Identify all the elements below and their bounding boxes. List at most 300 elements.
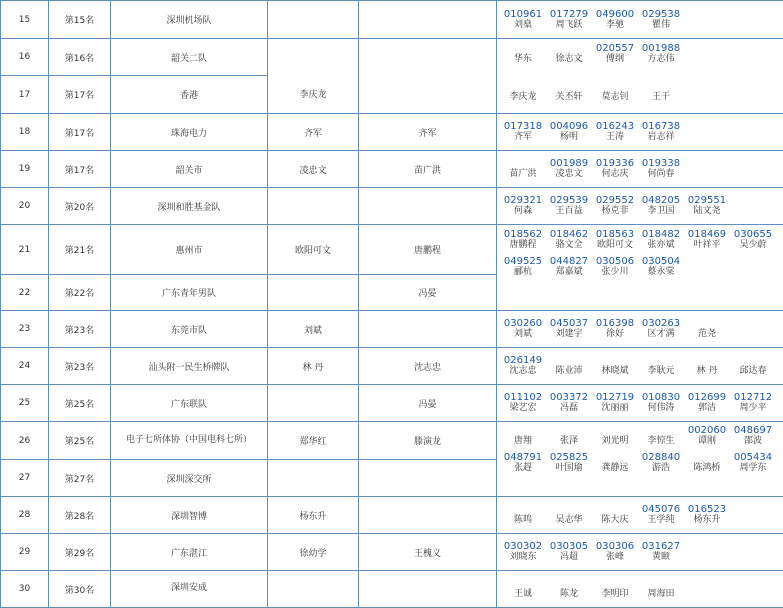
team-name: 深圳深交所 [111, 460, 268, 497]
player-id: 030305 [550, 541, 588, 552]
players-cell [497, 151, 783, 188]
player-entry [546, 541, 592, 563]
player-name: 陈大庆 [601, 515, 628, 526]
player-entry [730, 392, 776, 414]
player-name: 李明印 [601, 589, 628, 600]
coach-cell [359, 188, 497, 225]
player-entry [730, 452, 776, 474]
player-entry [638, 158, 684, 180]
player-entry [638, 81, 684, 103]
table-row [1, 188, 783, 225]
player-name: 王干 [652, 92, 670, 103]
player-id: 029539 [550, 195, 588, 206]
player-id: 010961 [504, 9, 542, 20]
player-name: 瞿伟 [652, 20, 670, 31]
table-row [1, 151, 783, 188]
table-row [1, 497, 783, 534]
player-name: 张趕 [514, 463, 532, 474]
player-entry [546, 392, 592, 414]
rank-cell: 第15名 [49, 1, 111, 39]
player-id: 048791 [504, 452, 542, 463]
team-name: 香港 [111, 76, 268, 114]
team-name: 深圳安成 [111, 571, 268, 608]
player-name: 陆文尧 [693, 206, 720, 217]
player-name: 冯超 [560, 552, 578, 563]
team-name: 深圳和胜基金队 [111, 188, 268, 225]
player-entry [546, 158, 592, 180]
rank-cell: 第23名 [49, 311, 111, 348]
player-id: 049600 [596, 9, 634, 20]
player-entry [638, 318, 684, 340]
player-id: 030306 [596, 541, 634, 552]
player-name: 李驰 [606, 20, 624, 31]
player-entry [684, 504, 730, 526]
table-row [1, 1, 783, 39]
team-name: 广东青年男队 [111, 275, 268, 311]
player-entry [500, 43, 546, 65]
team-name: 电子七所体协（中国电科七所） [111, 422, 268, 460]
player-name: 杨东升 [693, 515, 720, 526]
player-id: 012699 [688, 392, 726, 403]
players-cell [497, 348, 783, 385]
team-name: 珠海电力 [111, 114, 268, 151]
player-id: 030263 [642, 318, 680, 329]
player-entry [546, 318, 592, 340]
captain-cell: 郑华红 [268, 422, 359, 460]
captain-cell [268, 385, 359, 422]
player-id: 045037 [550, 318, 588, 329]
player-entry [546, 256, 592, 278]
player-id: 029552 [596, 195, 634, 206]
player-id: 031627 [642, 541, 680, 552]
player-name: 郦杭 [514, 267, 532, 278]
player-entry [546, 578, 592, 600]
player-entry [592, 318, 638, 340]
captain-cell [268, 39, 359, 114]
coach-cell: 沈志忠 [359, 348, 497, 385]
player-id: 005434 [734, 452, 772, 463]
player-id: 030504 [642, 256, 680, 267]
player-name: 游浩 [652, 463, 670, 474]
player-entry [500, 121, 546, 143]
player-entry [592, 195, 638, 217]
row-number: 24 [1, 348, 49, 385]
rank-cell: 第30名 [49, 571, 111, 608]
player-id: 044827 [550, 256, 588, 267]
player-id: 017279 [550, 9, 588, 20]
rank-cell: 第22名 [49, 275, 111, 311]
team-name: 深圳机场队 [111, 1, 268, 39]
player-name: 唐翔 [514, 436, 532, 447]
coach-cell [359, 311, 497, 348]
player-name: 周学东 [739, 463, 766, 474]
player-entry [638, 392, 684, 414]
team-name: 广东联队 [111, 385, 268, 422]
player-name: 刘斌 [514, 329, 532, 340]
player-entry [638, 229, 684, 251]
captain-cell: 刘斌 [268, 311, 359, 348]
player-id: 018469 [688, 229, 726, 240]
player-id: 016398 [596, 318, 634, 329]
players-cell [497, 1, 783, 39]
captain-cell: 杨东升 [268, 497, 359, 534]
player-entry [638, 425, 684, 447]
team-name: 汕头附一民生桥牌队 [111, 348, 268, 385]
coach-cell: 王槐义 [359, 534, 497, 571]
player-name: 张少川 [601, 267, 628, 278]
player-entry [638, 504, 684, 526]
player-name: 黄颐 [652, 552, 670, 563]
row-number: 26 [1, 422, 49, 460]
player-id: 004096 [550, 121, 588, 132]
player-name: 华东 [514, 54, 532, 65]
player-name: 梁艺宏 [509, 403, 536, 414]
player-entry [546, 504, 592, 526]
players-cell [497, 385, 783, 422]
rank-cell: 第16名 [49, 39, 111, 76]
row-number: 27 [1, 460, 49, 497]
player-name: 徐好 [606, 329, 624, 340]
row-number: 25 [1, 385, 49, 422]
player-entry [684, 392, 730, 414]
player-entry [730, 355, 776, 377]
player-entry [500, 256, 546, 278]
player-name: 范尧 [698, 329, 716, 340]
player-name: 邵波 [744, 436, 762, 447]
player-name: 张峰 [606, 552, 624, 563]
rank-cell: 第21名 [49, 225, 111, 275]
rank-cell: 第29名 [49, 534, 111, 571]
player-name: 何尚春 [647, 169, 674, 180]
player-name: 沈志忠 [509, 366, 536, 377]
player-entry [500, 392, 546, 414]
player-id: 030302 [504, 541, 542, 552]
player-entry [546, 425, 592, 447]
player-id: 029321 [504, 195, 542, 206]
player-id: 026149 [504, 355, 542, 366]
team-name: 深圳智博 [111, 497, 268, 534]
player-entry [684, 425, 730, 447]
captain-cell [268, 188, 359, 225]
team-name: 东莞市队 [111, 311, 268, 348]
row-number: 28 [1, 497, 49, 534]
players-cell [497, 571, 783, 608]
player-id: 030260 [504, 318, 542, 329]
row-number: 30 [1, 571, 49, 608]
captain-cell [268, 571, 359, 608]
rank-cell: 第23名 [49, 348, 111, 385]
row-number: 16 [1, 39, 49, 76]
player-entry [592, 504, 638, 526]
coach-cell: 滕演龙 [359, 422, 497, 460]
player-entry [500, 158, 546, 180]
player-name: 王涛 [606, 132, 624, 143]
player-id: 016243 [596, 121, 634, 132]
player-id: 029538 [642, 9, 680, 20]
captain-cell [268, 460, 359, 497]
player-id: 018482 [642, 229, 680, 240]
player-id: 011102 [504, 392, 542, 403]
player-name: 谭刚 [698, 436, 716, 447]
player-name: 杨克非 [601, 206, 628, 217]
coach-cell: 苗广洪 [359, 151, 497, 188]
player-id: 025825 [550, 452, 588, 463]
player-entry [638, 541, 684, 563]
player-name: 林晓斌 [601, 366, 628, 377]
player-name: 杨明 [560, 132, 578, 143]
player-name: 龚静远 [601, 463, 628, 474]
table-row [1, 348, 783, 385]
players-cell [497, 497, 783, 534]
player-name: 陈龙 [560, 589, 578, 600]
player-entry [638, 256, 684, 278]
captain-cell: 齐军 [268, 114, 359, 151]
rank-cell: 第17名 [49, 114, 111, 151]
row-number: 29 [1, 534, 49, 571]
player-entry [592, 392, 638, 414]
player-entry [546, 9, 592, 31]
player-name: 张泽 [560, 436, 578, 447]
rank-cell: 第17名 [49, 76, 111, 114]
table-row [1, 571, 783, 608]
player-name: 李惊生 [647, 436, 674, 447]
player-name: 刘光明 [601, 436, 628, 447]
player-name: 苗广洪 [509, 169, 536, 180]
table-row [1, 311, 783, 348]
player-name: 周少平 [739, 403, 766, 414]
player-id: 010830 [642, 392, 680, 403]
player-entry [592, 81, 638, 103]
coach-cell [359, 571, 497, 608]
player-name: 沈丽丽 [601, 403, 628, 414]
rank-cell: 第20名 [49, 188, 111, 225]
player-id: 016738 [642, 121, 680, 132]
player-name: 陈鸣 [514, 515, 532, 526]
row-number: 20 [1, 188, 49, 225]
player-name: 唐鹏程 [509, 240, 536, 251]
players-cell [497, 39, 783, 114]
player-entry [546, 121, 592, 143]
player-id: 019336 [596, 158, 634, 169]
coach-cell: 冯晏 [359, 385, 497, 422]
coach-cell [359, 1, 497, 39]
coach-cell: 唐鹏程 [359, 225, 497, 275]
player-name: 莫志钊 [601, 92, 628, 103]
coach-cell [359, 497, 497, 534]
row-number: 22 [1, 275, 49, 311]
player-entry [592, 256, 638, 278]
player-id: 049525 [504, 256, 542, 267]
captain-cell [268, 1, 359, 39]
player-entry [500, 229, 546, 251]
row-number: 17 [1, 76, 49, 114]
player-name: 陈鸿桥 [693, 463, 720, 474]
player-id: 001988 [642, 43, 680, 54]
player-entry [500, 541, 546, 563]
captain-cell: 凌忠文 [268, 151, 359, 188]
players-cell [497, 534, 783, 571]
player-entry [500, 355, 546, 377]
player-entry [592, 452, 638, 474]
player-name: 吴志华 [555, 515, 582, 526]
player-entry [592, 9, 638, 31]
player-id: 045076 [642, 504, 680, 515]
rank-cell: 第17名 [49, 151, 111, 188]
player-name: 何志庆 [601, 169, 628, 180]
player-name: 欧阳可文 [597, 240, 633, 251]
player-entry [638, 121, 684, 143]
player-name: 区才满 [647, 329, 674, 340]
player-id: 003372 [550, 392, 588, 403]
player-name: 冯磊 [560, 403, 578, 414]
player-name: 周海田 [647, 589, 674, 600]
player-name: 刘晓东 [509, 552, 536, 563]
player-entry [546, 81, 592, 103]
player-entry [500, 504, 546, 526]
player-entry [638, 43, 684, 65]
table-row [1, 114, 783, 151]
captain-cell: 徐幼学 [268, 534, 359, 571]
player-entry [684, 452, 730, 474]
players-cell [497, 188, 783, 225]
players-cell [497, 311, 783, 348]
player-name: 李耿元 [647, 366, 674, 377]
player-entry [684, 229, 730, 251]
row-number: 18 [1, 114, 49, 151]
player-id: 012712 [734, 392, 772, 403]
coach-cell [359, 39, 497, 114]
player-entry [500, 578, 546, 600]
table-row [1, 534, 783, 571]
player-entry [638, 9, 684, 31]
player-entry [546, 43, 592, 65]
player-id: 017318 [504, 121, 542, 132]
player-entry [592, 43, 638, 65]
player-entry [546, 355, 592, 377]
row-number: 23 [1, 311, 49, 348]
player-entry [500, 425, 546, 447]
captain-cell: 林 丹 [268, 348, 359, 385]
rank-cell: 第27名 [49, 460, 111, 497]
rank-cell: 第25名 [49, 385, 111, 422]
player-name: 周飞跃 [555, 20, 582, 31]
player-name: 徐志文 [555, 54, 582, 65]
player-entry [592, 578, 638, 600]
player-entry [546, 195, 592, 217]
table-row [1, 422, 783, 460]
player-id: 020557 [596, 43, 634, 54]
coach-cell [359, 460, 497, 497]
player-id: 028840 [642, 452, 680, 463]
table-row [1, 39, 783, 76]
player-entry [684, 195, 730, 217]
player-name: 叶国瑜 [555, 463, 582, 474]
table-row [1, 385, 783, 422]
player-name: 齐军 [514, 132, 532, 143]
player-id: 016523 [688, 504, 726, 515]
player-entry [592, 229, 638, 251]
player-name: 蔡永棠 [647, 267, 674, 278]
player-name: 刘燊 [514, 20, 532, 31]
player-entry [730, 425, 776, 447]
player-id: 012719 [596, 392, 634, 403]
player-entry [546, 229, 592, 251]
player-id: 001989 [550, 158, 588, 169]
player-entry [684, 355, 730, 377]
player-entry [592, 355, 638, 377]
player-name: 刘建宇 [555, 329, 582, 340]
row-number: 21 [1, 225, 49, 275]
player-name: 郭洁 [698, 403, 716, 414]
player-name: 李庆龙 [509, 92, 536, 103]
rank-cell: 第28名 [49, 497, 111, 534]
player-entry [730, 229, 776, 251]
player-name: 王百益 [555, 206, 582, 217]
players-cell [497, 114, 783, 151]
team-name: 韶关市 [111, 151, 268, 188]
player-name: 何伟涛 [647, 403, 674, 414]
player-id: 018562 [504, 229, 542, 240]
row-number: 19 [1, 151, 49, 188]
player-name: 关丕轩 [555, 92, 582, 103]
player-entry [500, 9, 546, 31]
player-name: 叶祥平 [693, 240, 720, 251]
captain-name: 李庆龙 [299, 90, 326, 100]
player-name: 凌忠文 [555, 169, 582, 180]
player-name: 岩志祥 [647, 132, 674, 143]
players-cell [497, 225, 783, 311]
player-id: 030655 [734, 229, 772, 240]
player-id: 002060 [688, 425, 726, 436]
player-id: 019338 [642, 158, 680, 169]
player-name: 傅纲 [606, 54, 624, 65]
player-name: 张亦斌 [647, 240, 674, 251]
player-name: 李卫国 [647, 206, 674, 217]
player-entry [592, 158, 638, 180]
player-entry [500, 195, 546, 217]
player-entry [592, 121, 638, 143]
player-id: 048697 [734, 425, 772, 436]
players-cell [497, 422, 783, 497]
team-name: 韶关二队 [111, 39, 268, 76]
player-name: 邱达春 [739, 366, 766, 377]
player-id: 029551 [688, 195, 726, 206]
player-entry [500, 81, 546, 103]
rank-cell: 第25名 [49, 422, 111, 460]
team-name: 惠州市 [111, 225, 268, 275]
player-name: 何森 [514, 206, 532, 217]
team-name: 广东湛江 [111, 534, 268, 571]
player-entry [500, 318, 546, 340]
player-name: 林 丹 [697, 366, 718, 377]
player-name: 方志伟 [647, 54, 674, 65]
captain-cell [268, 275, 359, 311]
player-id: 018462 [550, 229, 588, 240]
player-entry [638, 452, 684, 474]
player-name: 王学纯 [647, 515, 674, 526]
player-entry [592, 425, 638, 447]
player-entry [638, 195, 684, 217]
player-name: 郑嘉斌 [555, 267, 582, 278]
player-entry [638, 355, 684, 377]
player-id: 048205 [642, 195, 680, 206]
captain-cell: 欧阳可文 [268, 225, 359, 275]
player-id: 030506 [596, 256, 634, 267]
player-entry [546, 452, 592, 474]
player-name: 陈业沛 [555, 366, 582, 377]
row-number: 15 [1, 1, 49, 39]
player-id: 018563 [596, 229, 634, 240]
